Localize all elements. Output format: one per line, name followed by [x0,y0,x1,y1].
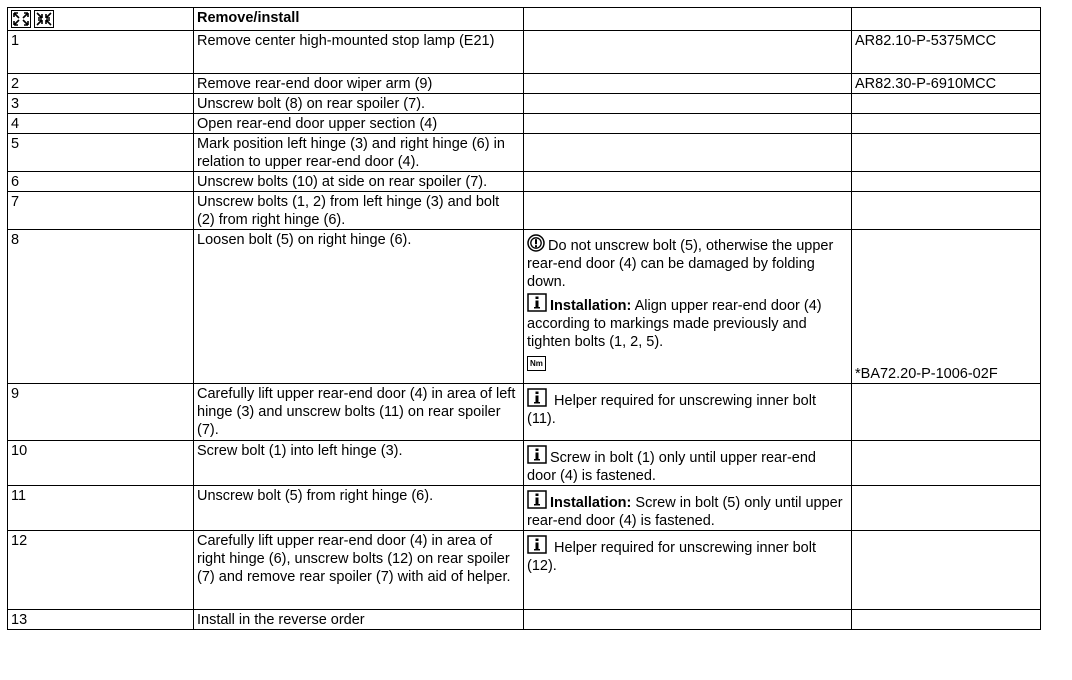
step-number: 10 [8,441,194,486]
step-reference [852,441,1041,486]
table-row [8,610,1041,630]
step-reference [852,192,1041,230]
step-note [524,441,852,486]
warning-note [527,234,848,291]
step-reference [852,384,1041,441]
info-icon [527,293,547,312]
step-note [524,31,852,74]
installation-label: Installation: [550,298,632,314]
step-number: 9 [8,384,194,441]
installation-text: Align upper rear-end door (4) according to markings made previously and tighten bolts (1, 2, 5). [527,298,822,350]
warning-icon [527,234,545,252]
step-note [524,74,852,94]
note-text: Screw in bolt (5) only until upper rear-end door (4) is fastened. [527,495,843,529]
step-reference-link[interactable]: AR82.10-P-5375MCC [852,31,1041,74]
step-number: 6 [8,172,194,192]
step-reference [852,134,1041,172]
table-row [8,114,1041,134]
table-row [8,134,1041,172]
step-text: Screw bolt (1) into left hinge (3). [194,441,524,486]
step-number: 7 [8,192,194,230]
info-icon [527,490,547,509]
collapse-arrows-icon[interactable] [34,10,54,28]
header-empty-cell [524,8,852,31]
step-note [524,486,852,531]
step-note [524,192,852,230]
step-note [524,134,852,172]
step-number: 2 [8,74,194,94]
step-note [524,114,852,134]
table-row [8,531,1041,610]
step-number: 1 [8,31,194,74]
procedure-table [7,7,1041,630]
step-reference-link[interactable]: AR82.30-P-6910MCC [852,74,1041,94]
step-text: Unscrew bolt (5) from right hinge (6). [194,486,524,531]
step-text: Remove center high-mounted stop lamp (E21) [194,31,524,74]
table-row [8,384,1041,441]
installation-note [527,293,848,351]
step-note [524,230,852,384]
step-text: Remove rear-end door wiper arm (9) [194,74,524,94]
table-row [8,441,1041,486]
step-text: Carefully lift upper rear-end door (4) in area of left hinge (3) and unscrew bolts (11) on rear spoiler (7). [194,384,524,441]
installation-label: Installation: [550,495,632,511]
table-header-row [8,8,1041,31]
step-text: Open rear-end door upper section (4) [194,114,524,134]
table-row [8,31,1041,74]
note-text: Helper required for unscrewing inner bolt (12). [527,540,816,574]
note-text: Helper required for unscrewing inner bolt (11). [527,393,816,427]
info-icon [527,535,547,554]
step-reference [852,172,1041,192]
table-row [8,74,1041,94]
step-text: Unscrew bolts (1, 2) from left hinge (3) and bolt (2) from right hinge (6). [194,192,524,230]
table-row [8,192,1041,230]
step-note [524,384,852,441]
table-row [8,230,1041,384]
table-row [8,94,1041,114]
step-number: 5 [8,134,194,172]
step-number: 12 [8,531,194,610]
step-reference [852,610,1041,630]
expand-arrows-icon[interactable] [11,10,31,28]
warning-text: Do not unscrew bolt (5), otherwise the upper rear-end door (4) can be damaged by folding down. [527,238,834,290]
torque-icon[interactable]: Nm [527,356,546,371]
step-text: Mark position left hinge (3) and right hinge (6) in relation to upper rear-end door (4). [194,134,524,172]
step-text: Carefully lift upper rear-end door (4) in area of right hinge (6), unscrew bolts (12) on rear spoiler (7) and remove rear spoiler (7) with aid of helper. [194,531,524,610]
step-reference [852,94,1041,114]
step-reference [852,486,1041,531]
step-note [524,610,852,630]
step-reference [852,531,1041,610]
step-number: 11 [8,486,194,531]
step-number: 3 [8,94,194,114]
step-note [524,172,852,192]
step-text: Install in the reverse order [194,610,524,630]
step-number: 13 [8,610,194,630]
step-text: Unscrew bolt (8) on rear spoiler (7). [194,94,524,114]
info-icon [527,445,547,464]
step-note [524,94,852,114]
table-row [8,172,1041,192]
header-icons-cell [8,8,194,31]
table-row [8,486,1041,531]
header-title: Remove/install [194,8,524,31]
step-reference [852,114,1041,134]
step-number: 8 [8,230,194,384]
note-text: Screw in bolt (1) only until upper rear-end door (4) is fastened. [527,450,816,484]
info-icon [527,388,547,407]
step-reference-link[interactable]: *BA72.20-P-1006-02F [852,230,1041,384]
step-note [524,531,852,610]
step-text: Unscrew bolts (10) at side on rear spoiler (7). [194,172,524,192]
step-text: Loosen bolt (5) on right hinge (6). [194,230,524,384]
step-number: 4 [8,114,194,134]
header-empty-cell [852,8,1041,31]
